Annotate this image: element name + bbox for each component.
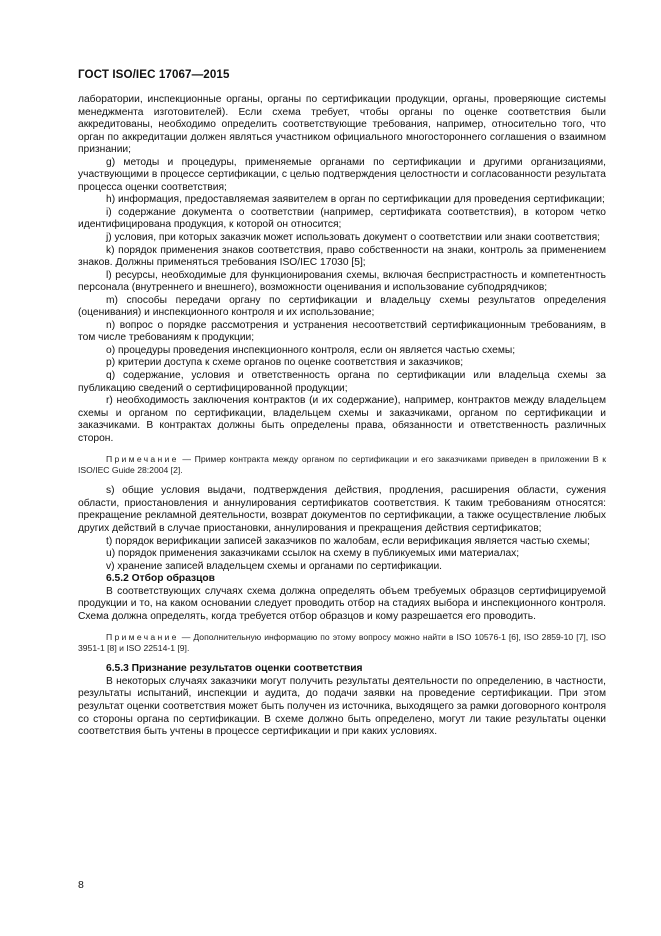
list-item-k: k) порядок применения знаков соответствия, право собственности на знаки, контроль за применением знаков. Должны применяться требования ISO/IEC 17030 [5]; (78, 244, 606, 269)
list-item-i: i) содержание документа о соответствии (например, сертификата соответствия), в котором четко идентифицирована продукция, к которой он относится; (78, 206, 606, 231)
list-item-r: r) необходимость заключения контрактов (и их содержание), например, контрактов между владельцем схемы и органом по сертификации, владельцем схемы и заказчиками, органом по сертификации и заказчиками. В контрактах должны быть определены права, обязанности и ответственность различных сторон. (78, 395, 606, 444)
note-text: — Дополнительную информацию по этому вопросу можно найти в ISO 10576-1 [6], ISO 2859-10 [7], ISO 3951-1 [8] и ISO 22514-1 [9]. (78, 632, 606, 654)
document-body (78, 94, 606, 739)
list-item-l: l) ресурсы, необходимые для функционирования схемы, включая беспристрастность и компетентность персонала (внутреннего и внешнего), возможности оценивания и использование субподрядчиков; (78, 269, 606, 294)
list-item-j: j) условия, при которых заказчик может использовать документ о соответствии или знаки соответствия; (106, 232, 601, 244)
list-item-h: h) информация, предоставляемая заявителем в орган по сертификации для проведения сертификации; (106, 194, 605, 206)
list-item-n: n) вопрос о порядке рассмотрения и устранения несоответствий сертификационным требованиям, в том числе требованиям к продукции; (78, 319, 606, 344)
paragraph-intro: лаборатории, инспекционные органы, органы по сертификации продукции, органы, проверяющие системы менеджмента изготовителей). Если схема требует, чтобы органы по оценке соответствия были аккредитованы, необходимо определить соответствующие требования, например, относительно того, что орган по аккредитации должен являться участником официального многостороннего соглашения о взаимном признании; (78, 94, 606, 156)
note-contract (78, 454, 606, 476)
section-heading-6-5-3: 6.5.3 Признание результатов оценки соответствия (106, 663, 363, 675)
note-label: Примечание (106, 632, 179, 643)
list-item-g: g) методы и процедуры, применяемые органами по сертификации и другими организациями, участвующими в процессе сертификации, с целью подтверждения целостности и согласованности результата процесса оценки соответствия; (78, 156, 606, 193)
list-item-m: m) способы передачи органу по сертификации и владельцу схемы результатов определения (оценивания) и инспекционного контроля и их использование; (78, 294, 606, 319)
page-number: 8 (78, 879, 84, 891)
document-header: ГОСТ ISO/IEC 17067—2015 (78, 68, 230, 81)
note-sampling (78, 632, 606, 654)
list-item-u: u) порядок применения заказчиками ссылок на схему в публикуемых ими материалах; (106, 548, 520, 560)
note-text: — Пример контракта между органом по сертификации и его заказчиками приведен в приложении В к ISO/IEC Guide 28:2004 [2]. (78, 454, 606, 476)
section-heading-6-5-2: 6.5.2 Отбор образцов (106, 573, 215, 585)
list-item-q: q) содержание, условия и ответственность органа по сертификации или владельца схемы за публикацию сведений о сертифицированной продукции; (78, 370, 606, 394)
section-6-5-3-text: В некоторых случаях заказчики могут получить результаты деятельности по определению, в частности, результаты испытаний, инспекции и аудита, до подачи заявки на проведение сертификации. При этом результат оценки соответствия может быть получен из источника, выходящего за рамки договорного контроля со стороны органа по сертификации. В схеме должно быть определено, могут ли такие результаты оценки соответствия быть учтены в процессе сертификации и при каких условиях. (78, 675, 606, 738)
section-6-5-2-text: В соответствующих случаях схема должна определять объем требуемых образцов сертифицируемой продукции и то, на каком основании следует проводить отбор на стадиях выбора и инспекционного контроля. Схема должна определять, когда требуется отбор образцов и кому разрешается его проводить. (78, 585, 606, 622)
list-item-t: t) порядок верификации записей заказчиков по жалобам, если верификация является частью схемы; (106, 535, 591, 547)
list-item-s: s) общие условия выдачи, подтверждения действия, продления, расширения области, сужения области, приостановления и аннулирования сертификатов соответствия. К таким требованиям относятся: прекращение рекламной деятельности, возврат документов по сертификации, а также осуществление любых других действий в случае приостановки, аннулирования и прекращения действия сертификатов; (78, 485, 606, 534)
list-item-p: p) критерии доступа к схеме органов по оценке соответствия и заказчиков; (106, 357, 464, 369)
note-label: Примечание (106, 454, 179, 465)
list-item-v: v) хранение записей владельцем схемы и органами по сертификации. (106, 560, 443, 572)
list-item-o: o) процедуры проведения инспекционного контроля, если он является частью схемы; (106, 344, 516, 356)
